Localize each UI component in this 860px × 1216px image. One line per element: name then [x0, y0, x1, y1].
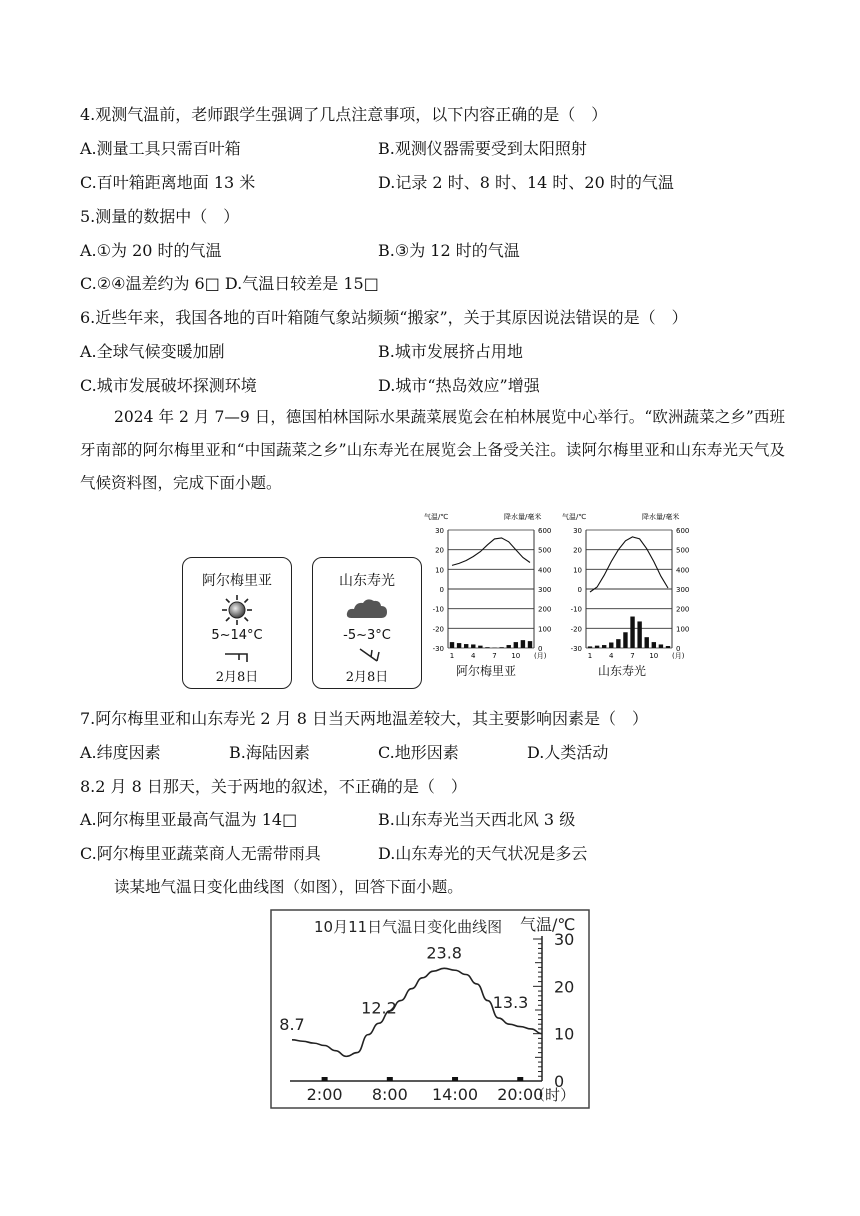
climate-temp-tick: 20 — [435, 546, 444, 555]
q4-option-a: A.测量工具只需百叶箱 — [80, 139, 241, 158]
climate-precip-tick: 500 — [676, 546, 690, 555]
chart-data-label: 23.8 — [426, 943, 462, 963]
climate-precip-tick: 400 — [538, 566, 552, 575]
climate-precip-tick: 500 — [538, 546, 552, 555]
q5-option-a: A.①为 20 时的气温 — [80, 241, 222, 260]
climate-temp-line — [590, 537, 668, 592]
climate-precip-tick: 600 — [538, 527, 552, 535]
climate-precip-bar — [659, 644, 663, 648]
q6-option-c: C.城市发展破坏探测环境 — [80, 376, 257, 395]
climate-precip-bar — [595, 646, 599, 648]
climate-temp-tick: 10 — [573, 566, 582, 575]
cloud-icon — [345, 594, 389, 622]
climate-temp-tick: 20 — [573, 546, 582, 555]
chart-data-label: 8.7 — [279, 1014, 305, 1034]
climate-precip-tick: 300 — [676, 586, 690, 594]
climate-precip-tick: 200 — [676, 605, 690, 614]
climate-precip-bar — [609, 642, 613, 648]
climate-precip-tick: 200 — [538, 605, 552, 614]
q5-option-b: B.③为 12 时的气温 — [378, 241, 520, 260]
sun-icon — [219, 594, 255, 626]
q4-option-b: B.观测仪器需要受到太阳照射 — [378, 139, 587, 158]
climate-precip-bar — [471, 644, 475, 648]
climate-chart-shouguang — [560, 508, 700, 668]
climate-precip-bar — [507, 645, 511, 648]
q5-stem: 5.测量的数据中（ ） — [80, 207, 240, 226]
climate-month-unit: (月) — [672, 652, 685, 660]
climate-precip-tick: 0 — [538, 645, 543, 653]
climate-precip-tick: 100 — [538, 625, 552, 634]
climate-month-tick: 10 — [511, 652, 521, 660]
chart-x-tick-mark — [452, 1077, 458, 1081]
climate-precip-bar — [457, 643, 461, 648]
weather-card-title: 山东寿光 — [339, 573, 395, 589]
climate-right-axis-label: 降水量/毫米 — [642, 513, 680, 521]
climate-precip-bar — [630, 617, 634, 648]
q4-stem: 4.观测气温前，老师跟学生强调了几点注意事项，以下内容正确的是（ ） — [80, 105, 608, 124]
climate-precip-tick: 600 — [676, 527, 690, 535]
climate-temp-tick: 30 — [435, 527, 444, 535]
chart-x-tick-mark — [322, 1077, 328, 1081]
intro-paragraph-1: 2024 年 2 月 7—9 日，德国柏林国际水果蔬菜展览会在柏林展览中心举行。“欧洲蔬菜之乡”西班牙南部的阿尔梅里亚和“中国蔬菜之乡”山东寿光在展览会上备受关注。读阿尔梅里亚和山东寿光天气及气候资料图，完成下面小题。 — [80, 408, 785, 492]
q4-option-c: C.百叶箱距离地面 13 米 — [80, 173, 256, 192]
climate-precip-tick: 400 — [676, 566, 690, 575]
chart-x-unit: （时） — [530, 1086, 576, 1104]
climate-temp-tick: -30 — [432, 645, 444, 653]
q6-stem: 6.近些年来，我国各地的百叶箱随气象站频频“搬家”，关于其原因说法错误的是（ ） — [80, 308, 688, 327]
climate-right-axis-label: 降水量/毫米 — [504, 513, 542, 521]
climate-month-tick: 10 — [649, 652, 659, 660]
climate-month-tick: 7 — [630, 652, 635, 660]
climate-temp-tick: 30 — [573, 527, 582, 535]
climate-left-axis-label: 气温/℃ — [424, 513, 449, 521]
q6-option-a: A.全球气候变暖加剧 — [80, 342, 225, 361]
climate-precip-tick: 0 — [676, 645, 681, 653]
climate-precip-bar — [485, 647, 489, 648]
chart-x-tick-label: 14:00 — [431, 1085, 479, 1104]
q7-option-a: A.纬度因素 — [80, 743, 161, 762]
climate-precip-bar — [616, 639, 620, 648]
q7-option-c: C.地形因素 — [378, 743, 459, 762]
chart-data-label: 13.3 — [492, 993, 529, 1013]
climate-temp-tick: 0 — [439, 586, 444, 594]
climate-precip-bar — [602, 645, 606, 648]
climate-precip-tick: 100 — [676, 625, 690, 634]
climate-temp-tick: 10 — [435, 566, 444, 575]
intro-paragraph-2: 读某地气温日变化曲线图（如图），回答下面小题。 — [114, 878, 463, 896]
climate-precip-bar — [652, 642, 656, 648]
chart-x-tick-label: 8:00 — [371, 1085, 408, 1104]
q7-stem: 7.阿尔梅里亚和山东寿光 2 月 8 日当天两地温差较大，其主要影响因素是（ ） — [80, 709, 648, 728]
climate-month-tick: 4 — [609, 652, 614, 660]
daily-temperature-chart — [270, 909, 590, 1109]
q4-option-d: D.记录 2 时、8 时、14 时、20 时的气温 — [378, 173, 674, 192]
chart-y-tick-label: 30 — [554, 930, 575, 949]
q7-option-b: B.海陆因素 — [229, 743, 310, 762]
weather-card-temp: -5~3°C — [343, 628, 391, 643]
chart-y-tick-label: 10 — [554, 1024, 575, 1044]
chart-x-tick-mark — [387, 1077, 393, 1081]
weather-card-title: 阿尔梅里亚 — [202, 573, 272, 589]
q8-option-b: B.山东寿光当天西北风 3 级 — [378, 810, 576, 829]
chart-x-tick-label: 20:00 — [497, 1085, 544, 1104]
climate-precip-tick: 300 — [538, 586, 552, 594]
weather-card-date: 2月8日 — [345, 670, 389, 685]
q5-option-cd: C.②④温差约为 6□ D.气温日较差是 15□ — [80, 274, 379, 293]
q8-stem: 8.2 月 8 日那天，关于两地的叙述，不正确的是（ ） — [80, 777, 467, 796]
climate-temp-tick: -10 — [570, 605, 582, 614]
q6-option-d: D.城市“热岛效应”增强 — [378, 376, 540, 395]
climate-temp-line — [452, 538, 530, 566]
climate-precip-bar — [645, 637, 649, 648]
chart-title: 10月11日气温日变化曲线图 — [314, 918, 503, 936]
climate-precip-bar — [588, 646, 592, 648]
climate-precip-bar — [478, 646, 482, 648]
q8-option-d: D.山东寿光的天气状况是多云 — [378, 844, 588, 863]
wind-barb-icon — [357, 646, 381, 664]
climate-precip-bar — [450, 642, 454, 648]
chart-y-label: 气温/℃ — [520, 915, 576, 934]
climate-precip-bar — [499, 647, 503, 648]
chart-data-label: 12.2 — [361, 998, 397, 1018]
q8-option-c: C.阿尔梅里亚蔬菜商人无需带雨具 — [80, 844, 321, 863]
climate-precip-bar — [514, 642, 518, 648]
weather-card-almeria — [182, 557, 292, 689]
climate-left-axis-label: 气温/℃ — [562, 513, 587, 521]
climate-month-tick: 4 — [471, 652, 476, 660]
climate-temp-tick: -30 — [570, 645, 582, 653]
q6-option-b: B.城市发展挤占用地 — [378, 342, 523, 361]
climate-temp-tick: -20 — [570, 625, 582, 634]
q8-option-a: A.阿尔梅里亚最高气温为 14□ — [80, 810, 298, 829]
climate-precip-bar — [623, 632, 627, 648]
climate-month-tick: 1 — [449, 652, 455, 660]
chart-y-tick-label: 0 — [554, 1072, 565, 1091]
q7-option-d: D.人类活动 — [527, 743, 609, 762]
weather-card-shouguang — [312, 557, 422, 689]
climate-precip-bar — [521, 640, 525, 648]
climate-month-tick: 7 — [492, 652, 497, 660]
climate-precip-bar — [528, 641, 532, 648]
climate-temp-tick: 0 — [577, 586, 582, 594]
weather-card-date: 2月8日 — [215, 670, 259, 685]
wind-barb-icon — [223, 650, 251, 664]
climate-month-unit: (月) — [534, 652, 547, 660]
climate-precip-bar — [637, 621, 641, 648]
climate-caption-almeria: 阿尔梅里亚 — [456, 664, 517, 678]
climate-precip-bar — [666, 646, 670, 648]
climate-month-tick: 1 — [587, 652, 593, 660]
climate-caption-shouguang: 山东寿光 — [598, 664, 647, 678]
climate-chart-almeria — [422, 508, 562, 668]
chart-y-tick-label: 20 — [554, 977, 575, 997]
climate-temp-tick: -20 — [432, 625, 444, 634]
weather-card-temp: 5~14°C — [211, 628, 263, 643]
chart-x-tick-mark — [517, 1077, 523, 1081]
chart-x-tick-label: 2:00 — [306, 1085, 343, 1104]
climate-precip-bar — [464, 644, 468, 648]
climate-temp-tick: -10 — [432, 605, 444, 614]
